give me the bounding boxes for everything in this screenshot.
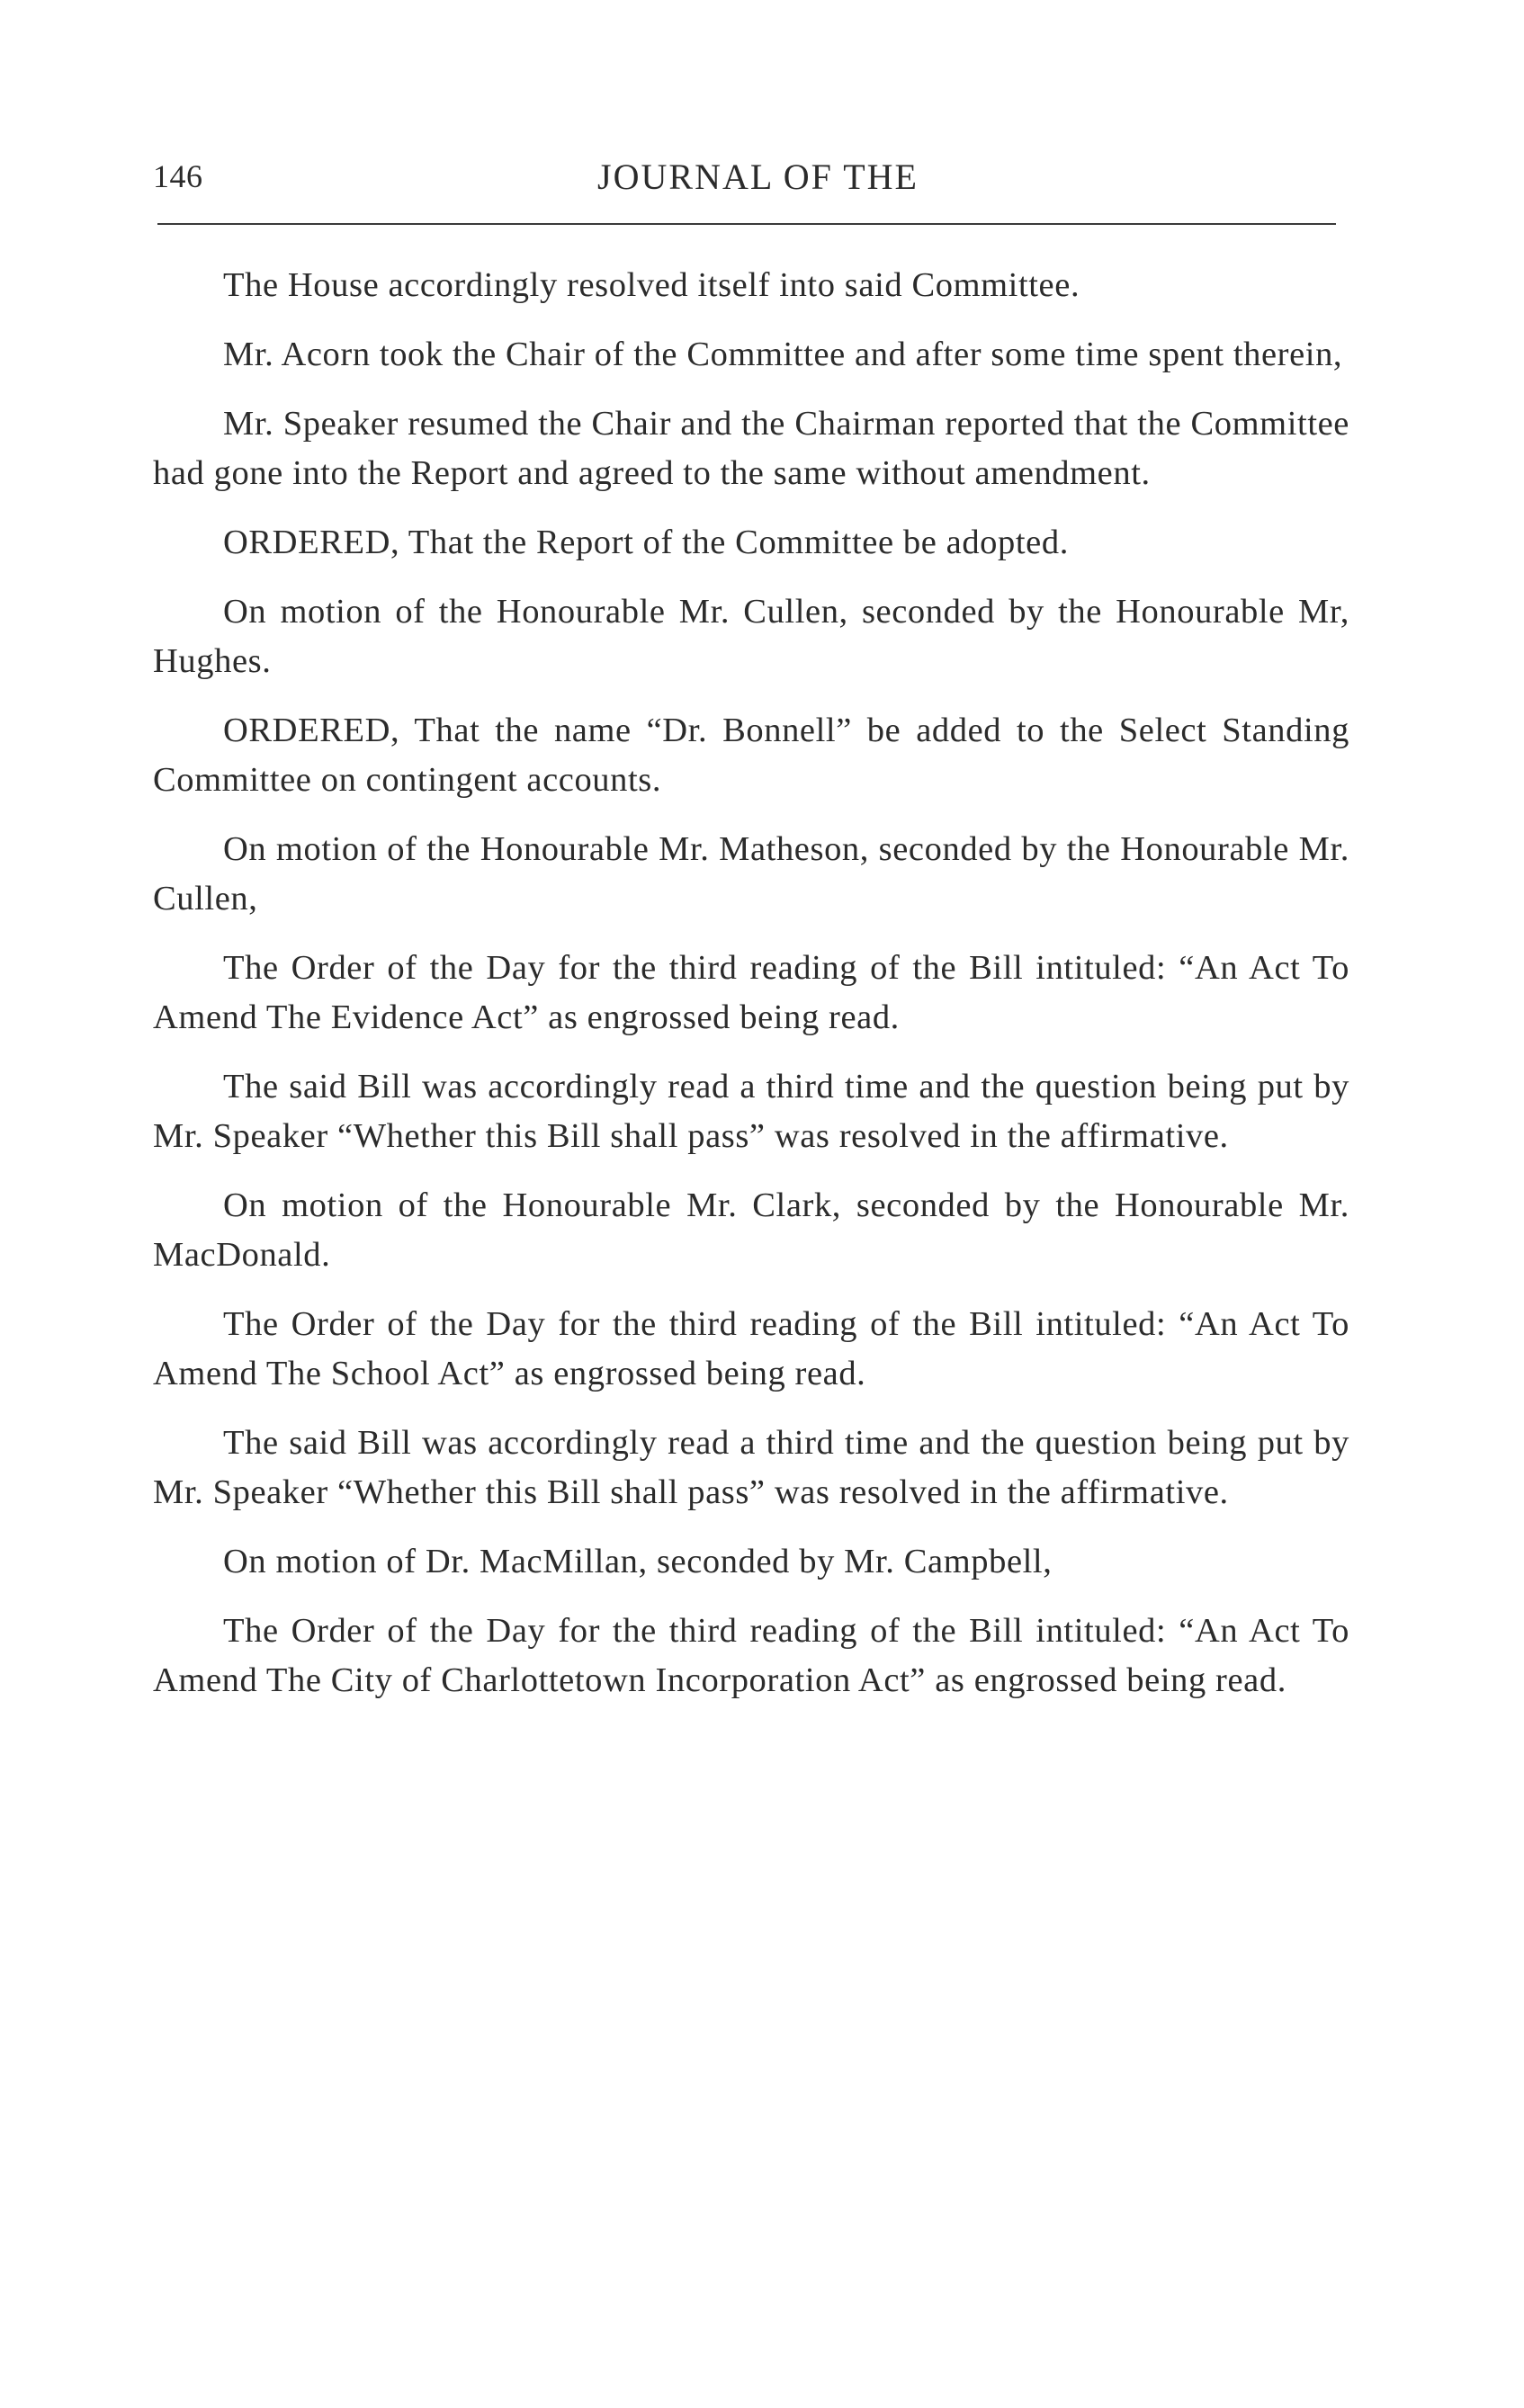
body-text bbox=[153, 261, 1349, 1725]
paragraph-school-act-passed: The said Bill was accordingly read a third time and the question being put by Mr. Speaker “Whether this Bill shall pass” was resolved in the affirmative. bbox=[153, 1424, 1349, 1511]
paragraph-motion-clark: On motion of the Honourable Mr. Clark, seconded by the Honourable Mr. MacDonald. bbox=[153, 1186, 1349, 1274]
paragraph-acorn-chair: Mr. Acorn took the Chair of the Committee and after some time spent therein, bbox=[223, 336, 1343, 373]
paragraph-evidence-act-passed: The said Bill was accordingly read a third time and the question being put by Mr. Speaker “Whether this Bill shall pass” was resolved in the affirmative. bbox=[153, 1068, 1349, 1155]
paragraph-charlottetown-act-reading: The Order of the Day for the third reading of the Bill intituled: “An Act To Amend The City of Charlottetown Incorporation Act” as engrossed being read. bbox=[153, 1612, 1349, 1699]
paragraph-speaker-resumed: Mr. Speaker resumed the Chair and the Chairman reported that the Committee had gone into the Report and agreed to the same without amendment. bbox=[153, 405, 1349, 492]
paragraph-motion-cullen: On motion of the Honourable Mr. Cullen, seconded by the Honourable Mr, Hughes. bbox=[153, 593, 1349, 680]
paragraph-motion-macmillan: On motion of Dr. MacMillan, seconded by Mr. Campbell, bbox=[223, 1543, 1053, 1580]
paragraph-bonnell-ordered: ORDERED, That the name “Dr. Bonnell” be added to the Select Standing Committee on contingent accounts. bbox=[153, 712, 1349, 799]
paragraph-motion-matheson: On motion of the Honourable Mr. Matheson, seconded by the Honourable Mr. Cullen, bbox=[153, 830, 1349, 918]
paragraph-report-adopted: ORDERED, That the Report of the Committee be adopted. bbox=[223, 524, 1069, 561]
paragraph-school-act-reading: The Order of the Day for the third reading of the Bill intituled: “An Act To Amend The School Act” as engrossed being read. bbox=[153, 1305, 1349, 1392]
paragraph-committee-resolved: The House accordingly resolved itself into said Committee. bbox=[223, 266, 1080, 304]
page-number: 146 bbox=[153, 158, 203, 194]
header-rule bbox=[157, 223, 1336, 225]
page-header bbox=[153, 148, 1336, 202]
running-title: JOURNAL OF THE bbox=[597, 157, 919, 197]
paragraph-evidence-act-reading: The Order of the Day for the third reading of the Bill intituled: “An Act To Amend The Evidence Act” as engrossed being read. bbox=[153, 949, 1349, 1036]
